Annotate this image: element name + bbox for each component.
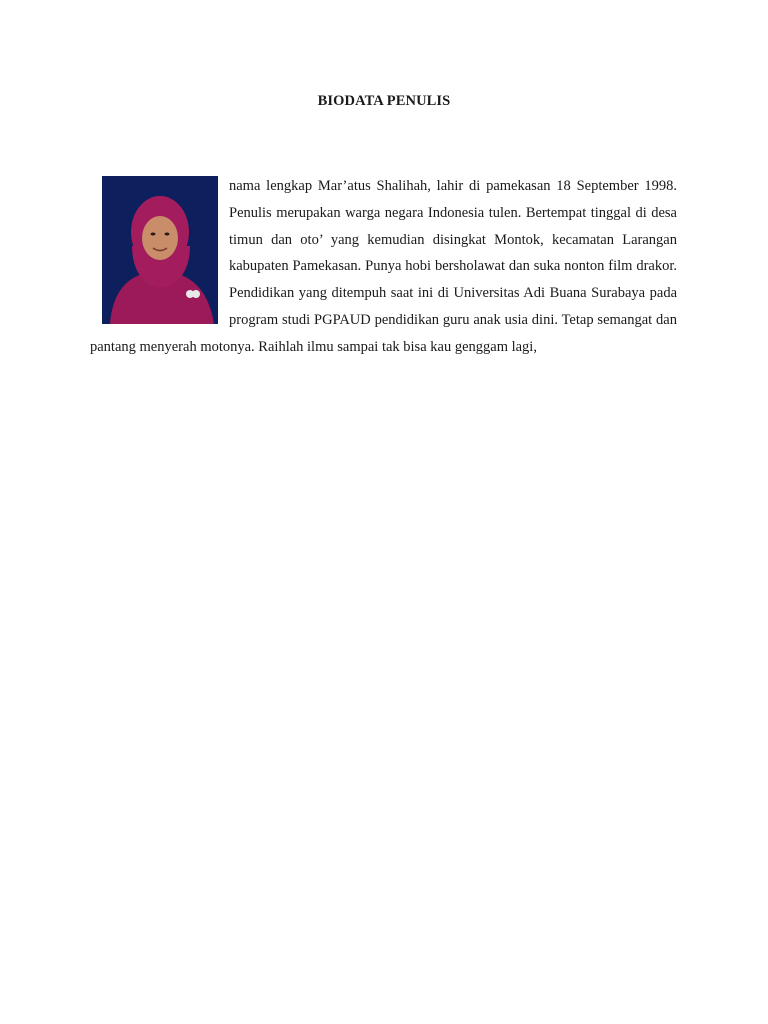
bio-section bbox=[90, 173, 677, 361]
bio-paragraph: nama lengkap Mar’atus Shalihah, lahir di pamekasan 18 September 1998. Penulis merupakan warga negara Indonesia tulen. Bertempat tinggal di desa timun dan oto’ yang kemudian disingkat Montok, kecamatan Larangan kabupaten Pamekasan. Punya hobi bersholawat dan suka nonton film drakor. Pendidikan yang ditempuh saat ini di Universitas Adi Buana Surabaya pada program studi PGPAUD pendidikan guru anak usia dini. Tetap semangat dan pantang menyerah motonya. Raihlah ilmu sampai tak bisa kau genggam lagi, bbox=[90, 178, 677, 355]
author-photo bbox=[102, 176, 218, 324]
page-title: BIODATA PENULIS bbox=[317, 93, 451, 109]
